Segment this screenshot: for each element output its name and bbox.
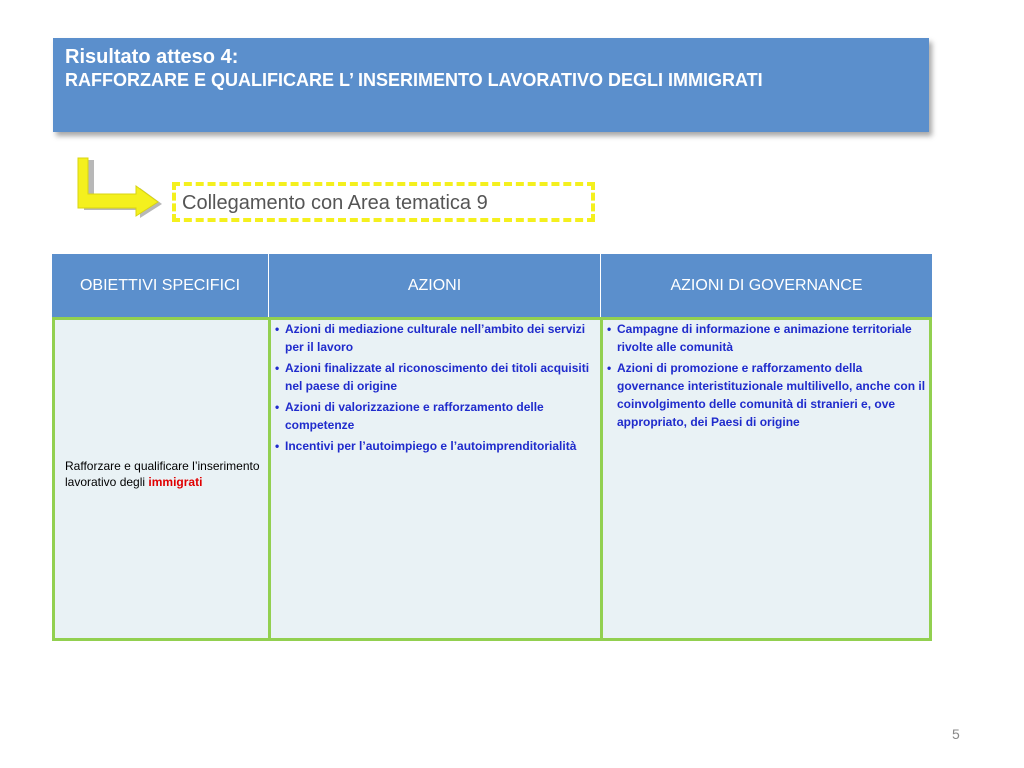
objective-text — [55, 320, 268, 490]
objective-highlight: immigrati — [148, 475, 203, 489]
header-governance: AZIONI DI GOVERNANCE — [600, 254, 932, 317]
bent-arrow-icon — [70, 150, 170, 220]
slide-title-box — [53, 38, 929, 132]
list-item: • Incentivi per l’autoimpiego e l’autoimprenditorialità — [271, 437, 600, 455]
list-item: • Azioni di valorizzazione e rafforzamento delle competenze — [271, 398, 600, 434]
header-obiettivi: OBIETTIVI SPECIFICI — [79, 276, 241, 294]
list-item: • Azioni di mediazione culturale nell’ambito dei servizi per il lavoro — [271, 320, 600, 356]
table-row — [52, 317, 932, 641]
azioni-list — [271, 320, 600, 455]
slide-title: Risultato atteso 4: — [65, 46, 239, 68]
objective-label: Rafforzare e qualificare l’inserimento lavorativo degli — [65, 459, 260, 489]
azioni-cell — [268, 320, 600, 638]
governance-list — [603, 320, 929, 431]
list-item: • Azioni di promozione e rafforzamento della governance interistituzionale multilivello, anche con il coinvolgimento delle comunità di stranieri e, ove appropriato, dei Paesi di origine — [603, 359, 929, 431]
list-item: • Azioni finalizzate al riconoscimento dei titoli acquisiti nel paese di origine — [271, 359, 600, 395]
list-item: • Campagne di informazione e animazione territoriale rivolte alle comunità — [603, 320, 929, 356]
header-azioni: AZIONI — [268, 254, 600, 317]
table-header — [52, 254, 932, 317]
page-number: 5 — [952, 726, 960, 742]
objectives-table — [52, 254, 932, 641]
area-link-text: Collegamento con Area tematica 9 — [182, 192, 488, 214]
slide-subtitle: RAFFORZARE E QUALIFICARE L’ INSERIMENTO LAVORATIVO DEGLI IMMIGRATI — [65, 70, 763, 90]
objective-cell — [55, 320, 268, 638]
governance-cell — [600, 320, 929, 638]
